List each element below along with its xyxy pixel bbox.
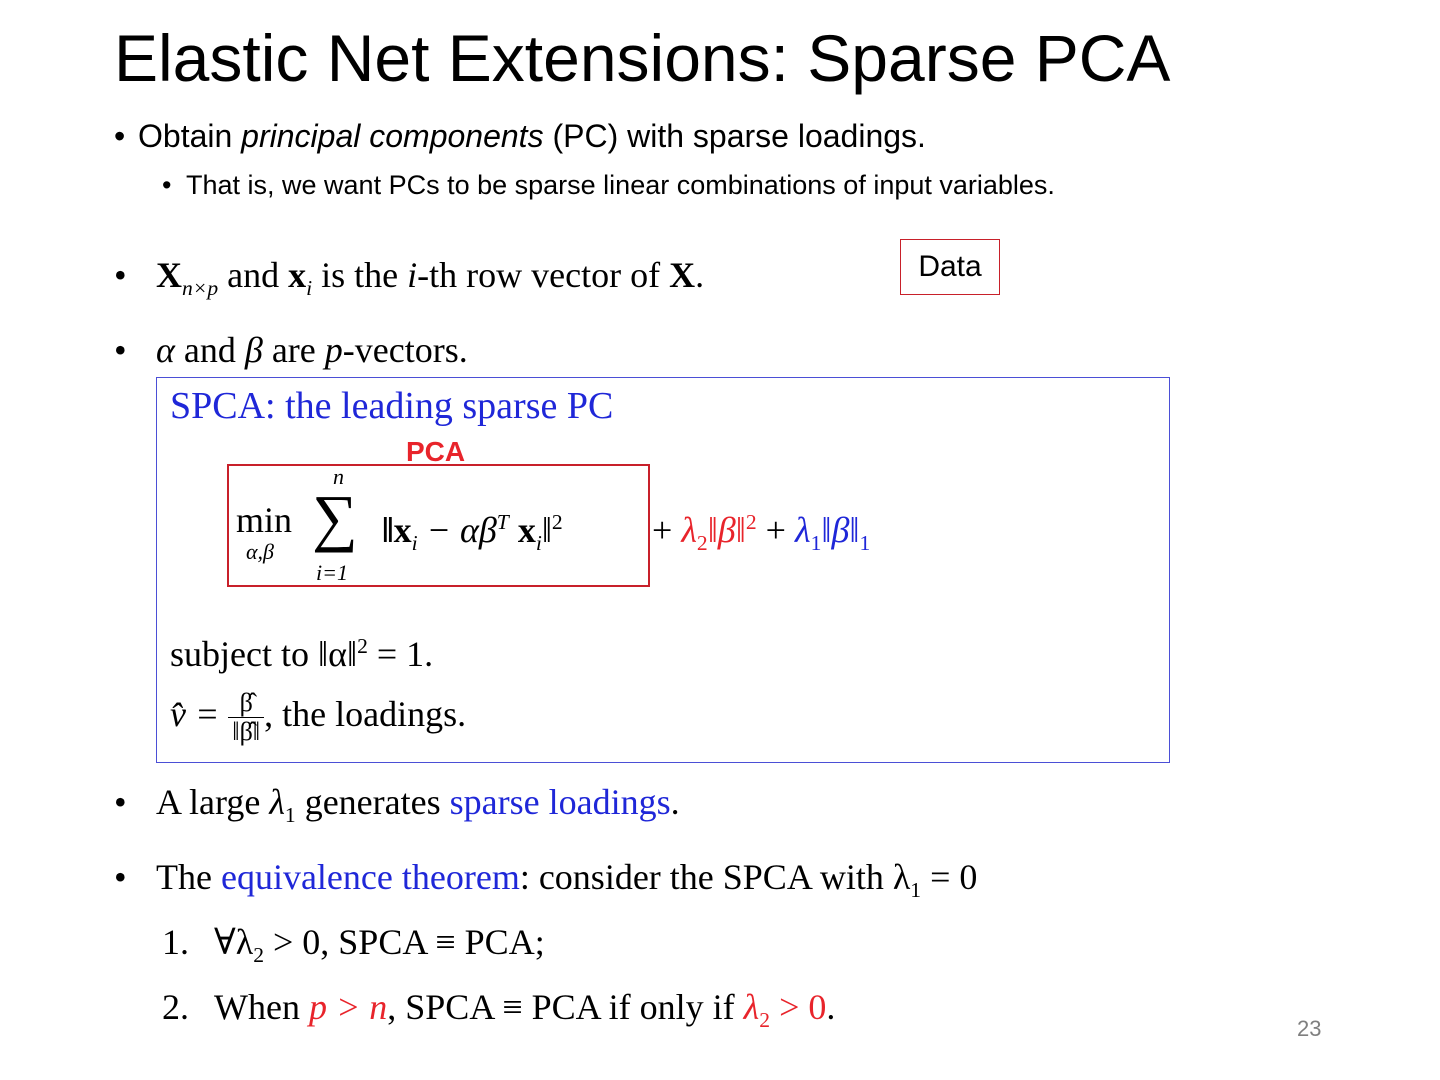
math-line-equivalence <box>114 855 977 912</box>
lambda: λ <box>743 987 760 1027</box>
text-and: and <box>218 255 289 295</box>
minus-alpha-beta: − αβ <box>417 510 497 550</box>
period: . <box>826 987 836 1027</box>
item-number-1: 1. <box>162 922 189 962</box>
lambda-2: λ <box>681 510 697 550</box>
fraction-denominator: ‖β̂‖ <box>232 717 261 747</box>
text-vectors: -vectors. <box>342 330 468 370</box>
bullet-principal-components <box>114 116 926 156</box>
sum-lower-limit: i=1 <box>316 560 348 585</box>
matrix-X-sub: n×p <box>182 276 219 301</box>
item1-rest: > 0, SPCA ≡ PCA; <box>263 922 545 962</box>
bullet-dot: • <box>114 330 127 370</box>
norm-close: ‖ <box>541 510 552 550</box>
text-consider: : consider the SPCA with λ <box>519 857 911 897</box>
text-when: When <box>214 987 309 1027</box>
lambda-sub: 2 <box>759 1008 771 1033</box>
text-and: and <box>174 330 245 370</box>
text-equals-zero: = 0 <box>921 857 978 897</box>
condition-p-gt-n: p > n <box>308 987 388 1027</box>
bullet2-text: That is, we want PCs to be sparse linear combinations of input variables. <box>186 170 1055 200</box>
period: . <box>670 782 680 822</box>
beta-norm-1: ‖β‖ <box>821 510 860 550</box>
bullet-dot: • <box>114 857 127 897</box>
text-the: The <box>156 857 221 897</box>
beta-norm-sq: ‖β‖ <box>707 510 746 550</box>
condition-lambda2 <box>743 987 827 1033</box>
x2-sub: i <box>535 531 542 556</box>
subject-squared: 2 <box>357 634 368 658</box>
loadings-line <box>170 676 466 752</box>
lasso-penalty <box>794 510 871 556</box>
pca-annotation-label: PCA <box>406 436 466 467</box>
gt-zero: > 0 <box>770 987 827 1027</box>
data-annotation-box: Data <box>900 239 1000 295</box>
forall-lambda: ∀λ <box>214 922 254 962</box>
item2-rest: , SPCA ≡ PCA if only if <box>387 987 744 1027</box>
transpose: T <box>496 510 509 534</box>
plus-1: + <box>652 510 682 550</box>
vector-x-sub: i <box>306 276 313 301</box>
lambda-sub: 1 <box>284 803 296 828</box>
math-line-large-lambda <box>114 780 680 837</box>
matrix-X: X <box>156 255 182 295</box>
bullet1-prefix: Obtain <box>138 118 242 154</box>
vector-x-2: x <box>508 510 536 550</box>
lambda-1-sub: 1 <box>810 531 822 556</box>
index-i: i <box>407 255 418 295</box>
squared: 2 <box>551 510 563 534</box>
subject-to-text: subject to ‖α‖ <box>170 634 358 674</box>
sum-upper-limit: n <box>333 464 344 489</box>
theorem-item-1 <box>162 920 545 977</box>
slide-title: Elastic Net Extensions: Sparse PCA <box>114 21 1171 95</box>
lambda-sub: 1 <box>910 878 922 903</box>
lambda-sub: 2 <box>253 943 264 968</box>
text-sparse-loadings: sparse loadings <box>449 782 671 822</box>
ridge-penalty <box>681 510 757 556</box>
vector-x: x <box>288 255 307 295</box>
sum-symbol: ∑ <box>312 482 358 553</box>
v-hat: v̂ = <box>170 694 229 734</box>
norm-sub: i <box>411 531 418 556</box>
math-line-data-matrix <box>114 253 704 310</box>
fraction-numerator: β̂ <box>228 689 264 718</box>
theorem-item-2 <box>162 985 835 1042</box>
constraint-line <box>170 624 433 676</box>
text-are: are <box>262 330 325 370</box>
loadings-text: , the loadings. <box>264 694 467 734</box>
lambda: λ <box>269 782 285 822</box>
bullet-dot: • <box>162 170 172 200</box>
bullet1-emphasis: principal components <box>241 118 544 154</box>
period: . <box>695 255 705 295</box>
min-operator: min <box>236 500 293 540</box>
text-equivalence-theorem: equivalence theorem <box>220 857 520 897</box>
norm-1-sub: 1 <box>859 531 871 556</box>
loading-fraction <box>228 689 264 746</box>
symbol-beta: β <box>244 330 263 370</box>
plus-2: + <box>756 510 795 550</box>
min-subscript: α,β <box>246 539 275 564</box>
symbol-p: p <box>324 330 343 370</box>
spca-title: SPCA: the leading sparse PC <box>170 385 614 427</box>
text-generates: generates <box>295 782 450 822</box>
text-is-the: is the <box>312 255 408 295</box>
math-line-vectors <box>114 328 468 372</box>
subject-end: = 1. <box>367 634 434 674</box>
text-row-vector: -th row vector of <box>417 255 670 295</box>
squared-2: 2 <box>745 510 757 534</box>
lambda-1: λ <box>794 510 811 550</box>
matrix-X-2: X <box>669 255 696 295</box>
lambda-2-sub: 2 <box>696 531 708 556</box>
bullet-dot: • <box>114 255 127 295</box>
symbol-alpha: α <box>156 330 175 370</box>
bullet-dot: • <box>114 118 126 154</box>
text-a-large: A large <box>156 782 270 822</box>
bullet-dot: • <box>114 782 127 822</box>
penalty-terms <box>652 500 870 565</box>
item-number-2: 2. <box>162 987 189 1027</box>
norm-open: ‖x <box>382 510 412 550</box>
sub-bullet-sparse-linear <box>162 168 1055 202</box>
bullet1-suffix: (PC) with sparse loadings. <box>543 118 926 154</box>
pca-reconstruction-term <box>382 500 563 565</box>
page-number: 23 <box>1297 1016 1322 1041</box>
